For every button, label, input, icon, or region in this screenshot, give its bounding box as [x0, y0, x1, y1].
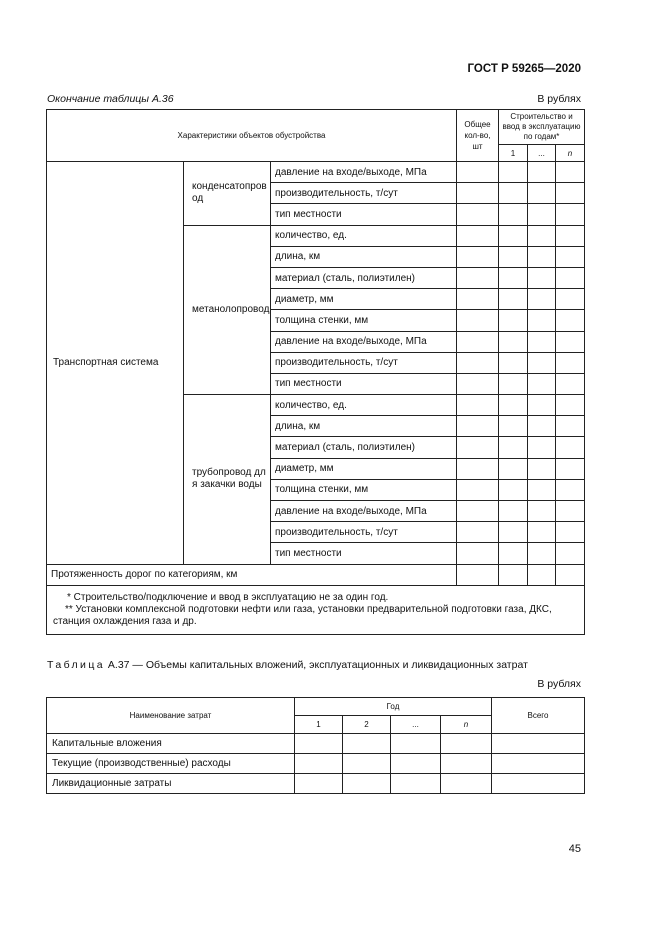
characteristic-label: диаметр, мм	[271, 289, 457, 310]
cost-value-cell	[343, 754, 391, 774]
characteristic-value-cell	[528, 416, 556, 437]
characteristic-value-cell	[528, 183, 556, 204]
characteristic-value-cell	[556, 331, 585, 352]
characteristic-value-cell	[457, 437, 499, 458]
cost-value-cell	[492, 774, 585, 794]
characteristic-value-cell	[457, 522, 499, 543]
characteristic-label: тип местности	[271, 373, 457, 394]
characteristic-value-cell	[457, 543, 499, 564]
characteristic-value-cell	[457, 310, 499, 331]
characteristic-value-cell	[457, 162, 499, 183]
footnote-1: * Строительство/подключение и ввод в эксплуатацию не за один год.	[67, 591, 389, 603]
characteristic-value-cell	[457, 352, 499, 373]
characteristic-value-cell	[528, 162, 556, 183]
characteristic-label: давление на входе/выходе, МПа	[271, 331, 457, 352]
characteristic-value-cell	[528, 246, 556, 267]
table-row	[47, 564, 585, 585]
cost-value-cell	[492, 734, 585, 754]
characteristic-value-cell	[457, 225, 499, 246]
footnote-row	[47, 585, 585, 634]
cost-label: Капитальные вложения	[47, 734, 295, 754]
characteristic-value-cell	[457, 289, 499, 310]
characteristic-value-cell	[499, 352, 528, 373]
table-row	[47, 754, 585, 774]
footnotes	[47, 585, 585, 634]
characteristic-value-cell	[457, 204, 499, 225]
cost-value-cell	[343, 774, 391, 794]
cost-value-cell	[391, 734, 441, 754]
characteristic-label: диаметр, мм	[271, 458, 457, 479]
characteristic-value-cell	[499, 479, 528, 500]
characteristic-value-cell	[528, 352, 556, 373]
cost-value-cell	[295, 774, 343, 794]
header-total: Всего	[492, 698, 585, 734]
characteristic-value-cell	[528, 522, 556, 543]
characteristic-value-cell	[457, 183, 499, 204]
cost-label: Текущие (производственные) расходы	[47, 754, 295, 774]
cost-value-cell	[343, 734, 391, 754]
roads-value-cell	[556, 564, 585, 585]
characteristic-label: материал (сталь, полиэтилен)	[271, 437, 457, 458]
year-col-ellipsis: ...	[528, 145, 556, 162]
characteristic-value-cell	[528, 501, 556, 522]
characteristic-value-cell	[528, 479, 556, 500]
characteristic-value-cell	[556, 352, 585, 373]
header-years: Строительство и ввод в эксплуатацию по годам*	[499, 110, 585, 145]
characteristic-label: производительность, т/сут	[271, 352, 457, 373]
group-label: конденсатопровод	[184, 162, 271, 226]
cost-label: Ликвидационные затраты	[47, 774, 295, 794]
characteristic-value-cell	[528, 395, 556, 416]
cost-value-cell	[441, 774, 492, 794]
table-a37-units: В рублях	[537, 678, 581, 690]
characteristic-label: толщина стенки, мм	[271, 310, 457, 331]
characteristic-value-cell	[556, 204, 585, 225]
year-col-1: 1	[499, 145, 528, 162]
characteristic-value-cell	[528, 543, 556, 564]
characteristic-value-cell	[528, 331, 556, 352]
characteristic-value-cell	[556, 416, 585, 437]
characteristic-value-cell	[556, 289, 585, 310]
characteristic-label: длина, км	[271, 416, 457, 437]
characteristic-value-cell	[457, 479, 499, 500]
characteristic-value-cell	[499, 246, 528, 267]
characteristic-value-cell	[457, 267, 499, 288]
header-characteristics: Характеристики объектов обустройства	[47, 110, 457, 162]
footnote-2: ** Установки комплексной подготовки нефти или газа, установки предварительной подготовки газа, ДКС, станция охлаждения газа и др.	[53, 603, 552, 627]
table-row	[47, 774, 585, 794]
characteristic-value-cell	[556, 373, 585, 394]
table-a37	[46, 697, 585, 794]
characteristic-label: материал (сталь, полиэтилен)	[271, 267, 457, 288]
characteristic-value-cell	[556, 267, 585, 288]
table-a36-units: В рублях	[537, 93, 581, 105]
cost-value-cell	[441, 734, 492, 754]
characteristic-value-cell	[528, 204, 556, 225]
characteristic-label: количество, ед.	[271, 225, 457, 246]
characteristic-value-cell	[499, 183, 528, 204]
characteristic-value-cell	[499, 204, 528, 225]
characteristic-label: толщина стенки, мм	[271, 479, 457, 500]
characteristic-label: давление на входе/выходе, МПа	[271, 501, 457, 522]
characteristic-value-cell	[528, 373, 556, 394]
group-label: метанолопровод	[184, 225, 271, 395]
characteristic-value-cell	[499, 289, 528, 310]
year-col-1: 1	[295, 716, 343, 734]
characteristic-value-cell	[556, 458, 585, 479]
characteristic-value-cell	[457, 395, 499, 416]
characteristic-label: длина, км	[271, 246, 457, 267]
characteristic-label: тип местности	[271, 543, 457, 564]
characteristic-value-cell	[499, 310, 528, 331]
characteristic-value-cell	[556, 162, 585, 183]
table-row	[47, 162, 585, 183]
cost-value-cell	[295, 734, 343, 754]
cost-value-cell	[441, 754, 492, 774]
characteristic-value-cell	[499, 373, 528, 394]
table-a36-caption: Окончание таблицы А.36	[47, 93, 174, 105]
characteristic-value-cell	[528, 225, 556, 246]
table-a37-caption-text: А.37 — Объемы капитальных вложений, эксплуатационных и ликвидационных затрат	[107, 659, 528, 671]
characteristic-value-cell	[457, 416, 499, 437]
cost-value-cell	[391, 774, 441, 794]
characteristic-value-cell	[499, 416, 528, 437]
group-label: трубопровод для закачки воды	[184, 395, 271, 565]
characteristic-value-cell	[499, 501, 528, 522]
system-label: Транспортная система	[47, 162, 184, 565]
characteristic-value-cell	[499, 267, 528, 288]
header-cost-name: Наименование затрат	[47, 698, 295, 734]
table-a37-caption-prefix: Таблица	[47, 659, 105, 671]
characteristic-value-cell	[556, 395, 585, 416]
roads-value-cell	[528, 564, 556, 585]
roads-value-cell	[457, 564, 499, 585]
characteristic-value-cell	[499, 162, 528, 183]
characteristic-label: тип местности	[271, 204, 457, 225]
characteristic-value-cell	[457, 458, 499, 479]
table-a37-caption	[47, 659, 528, 671]
characteristic-value-cell	[528, 267, 556, 288]
characteristic-value-cell	[499, 225, 528, 246]
table-a36	[46, 109, 585, 635]
characteristic-value-cell	[556, 479, 585, 500]
characteristic-label: производительность, т/сут	[271, 183, 457, 204]
characteristic-value-cell	[457, 501, 499, 522]
standard-code: ГОСТ Р 59265—2020	[467, 63, 581, 75]
year-col-ellipsis: ...	[391, 716, 441, 734]
year-col-n: n	[441, 716, 492, 734]
characteristic-value-cell	[556, 437, 585, 458]
characteristic-value-cell	[556, 246, 585, 267]
characteristic-value-cell	[556, 501, 585, 522]
characteristic-value-cell	[556, 522, 585, 543]
page-number: 45	[568, 843, 581, 855]
characteristic-value-cell	[556, 183, 585, 204]
characteristic-value-cell	[556, 543, 585, 564]
characteristic-value-cell	[457, 331, 499, 352]
header-total: Общее кол-во, шт	[457, 110, 499, 162]
roads-label: Протяженность дорог по категориям, км	[47, 564, 457, 585]
year-col-n: n	[556, 145, 585, 162]
roads-value-cell	[499, 564, 528, 585]
characteristic-value-cell	[457, 373, 499, 394]
characteristic-value-cell	[499, 458, 528, 479]
characteristic-value-cell	[499, 522, 528, 543]
year-col-2: 2	[343, 716, 391, 734]
cost-value-cell	[492, 754, 585, 774]
characteristic-value-cell	[499, 395, 528, 416]
characteristic-value-cell	[556, 225, 585, 246]
cost-value-cell	[391, 754, 441, 774]
characteristic-value-cell	[528, 310, 556, 331]
characteristic-value-cell	[499, 331, 528, 352]
characteristic-value-cell	[528, 458, 556, 479]
characteristic-value-cell	[528, 289, 556, 310]
characteristic-value-cell	[528, 437, 556, 458]
characteristic-label: производительность, т/сут	[271, 522, 457, 543]
characteristic-label: количество, ед.	[271, 395, 457, 416]
characteristic-value-cell	[556, 310, 585, 331]
characteristic-value-cell	[499, 543, 528, 564]
characteristic-value-cell	[499, 437, 528, 458]
header-year: Год	[295, 698, 492, 716]
characteristic-label: давление на входе/выходе, МПа	[271, 162, 457, 183]
table-row	[47, 734, 585, 754]
cost-value-cell	[295, 754, 343, 774]
characteristic-value-cell	[457, 246, 499, 267]
